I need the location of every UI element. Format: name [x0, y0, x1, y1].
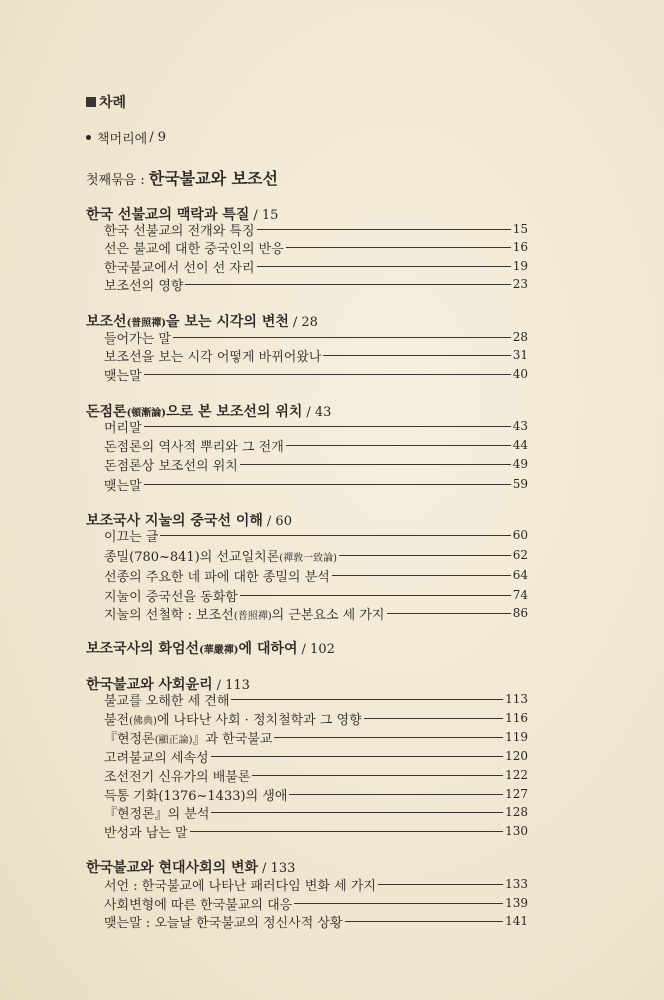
chapter-page: / 60 — [266, 514, 292, 529]
entry-label: 이끄는 글 — [104, 529, 159, 545]
chapter-title-text: 한국불교와 사회윤리 — [86, 677, 213, 693]
entry-page: 15 — [512, 222, 528, 236]
toc-entry — [104, 237, 528, 257]
leader-line — [323, 355, 510, 356]
entry-label: 돈점론상 보조선의 위치 — [104, 458, 238, 474]
toc-entry — [104, 525, 528, 545]
toc-entry — [104, 727, 528, 747]
entry-label-hanja: (禪敎一致論) — [279, 552, 338, 564]
chapter-page: / 28 — [292, 315, 318, 330]
leader-line — [144, 484, 511, 485]
entry-label: 조선전기 신유가의 배불론 — [104, 769, 251, 785]
entry-page: 133 — [505, 877, 528, 891]
entry-page: 122 — [505, 768, 528, 782]
entry-page: 40 — [512, 367, 528, 381]
entry-label-hanja: (普照禪) — [233, 610, 272, 622]
leader-line — [240, 464, 511, 465]
leader-line — [345, 921, 504, 922]
leader-line — [160, 535, 510, 536]
chapter-title-text: 보조선 — [86, 314, 127, 330]
entry-label-text: 지눌의 선철학 : 보조선 — [104, 607, 234, 623]
toc-entry — [104, 364, 528, 384]
entry-page: 49 — [512, 457, 528, 471]
leader-line — [339, 555, 511, 556]
entry-label — [104, 604, 385, 623]
chapter-page: / 43 — [306, 405, 332, 420]
leader-line — [144, 374, 511, 375]
leader-line — [211, 756, 503, 757]
preface-line — [86, 128, 166, 147]
toc-entry — [104, 911, 528, 931]
entry-label-text: 불전 — [104, 712, 130, 728]
entry-label: 불교를 오해한 세 견해 — [104, 693, 230, 709]
entry-page: 116 — [505, 711, 528, 725]
entry-label: 선은 불교에 대한 중국인의 반응 — [104, 241, 284, 257]
entry-label: 사회변형에 따른 한국불교의 대응 — [104, 897, 293, 913]
entry-label: 한국불교에서 선이 선 자리 — [104, 260, 255, 276]
leader-line — [387, 613, 511, 614]
entry-label: 『현정론』의 분석 — [104, 806, 210, 822]
entry-label: 고려불교의 세속성 — [104, 750, 209, 766]
entry-label-text: 종밀(780~841)의 선교일치론 — [104, 549, 280, 565]
toc-entry — [104, 874, 528, 894]
toc-entry — [104, 274, 528, 294]
leader-line — [190, 831, 503, 832]
toc-entry — [104, 416, 528, 436]
entry-page: 141 — [505, 914, 528, 928]
entry-label-text: 『현정론 — [104, 731, 155, 747]
entry-label — [104, 709, 362, 728]
leader-line — [286, 445, 511, 446]
entry-page: 23 — [512, 277, 528, 291]
leader-line — [294, 903, 503, 904]
toc-entry — [104, 545, 528, 565]
leader-line — [274, 737, 503, 738]
chapter-title-text: 으로 본 보조선의 위치 — [166, 404, 303, 420]
entry-label: 머리말 — [104, 420, 142, 436]
toc-entry — [104, 454, 528, 474]
toc-entry — [104, 765, 528, 785]
chapter-title-hanja: (頓漸論) — [126, 408, 167, 419]
toc-entry — [104, 893, 528, 913]
entry-label: 들어가는 말 — [104, 331, 171, 347]
chapter-page: / 113 — [216, 678, 250, 693]
entry-page: 120 — [505, 749, 528, 763]
entry-page: 62 — [512, 548, 528, 562]
preface-title: 책머리에 — [97, 132, 148, 147]
toc-entry — [104, 474, 528, 494]
part-heading — [86, 166, 278, 189]
toc-entry — [104, 603, 528, 623]
entry-page: 44 — [512, 438, 528, 452]
entry-label: 반성과 남는 말 — [104, 825, 188, 841]
entry-label: 맺는말 — [104, 478, 142, 494]
chapter-title-text: 을 보는 시각의 변천 — [166, 314, 289, 330]
toc-entry — [104, 565, 528, 585]
chapter-page: / 102 — [301, 642, 335, 657]
entry-page: 19 — [512, 259, 528, 273]
entry-label: 서언 : 한국불교에 나타난 패러다임 변화 세 가지 — [104, 878, 376, 894]
chapter-title-text: 보조국사의 화엄선 — [86, 641, 200, 657]
entry-page: 60 — [512, 528, 528, 542]
entry-label: 보조선의 영향 — [104, 278, 184, 294]
entry-page: 74 — [512, 588, 528, 602]
entry-label — [104, 546, 337, 565]
chapter-title — [86, 638, 335, 658]
entry-page: 43 — [512, 419, 528, 433]
toc-entry — [104, 256, 528, 276]
entry-label: 지눌이 중국선을 동화함 — [104, 589, 238, 605]
chapter-title-text: 보조국사 지눌의 중국선 이해 — [86, 513, 263, 529]
toc-entry — [104, 585, 528, 605]
entry-label: 보조선을 보는 시각 어떻게 바뀌어왔나 — [104, 349, 322, 365]
entry-label-text: 의 근본요소 세 가지 — [271, 607, 385, 623]
leader-line — [364, 718, 503, 719]
toc-entry — [104, 708, 528, 728]
entry-page: 139 — [505, 896, 528, 910]
leader-line — [378, 884, 503, 885]
entry-label: 선종의 주요한 네 파에 대한 종밀의 분석 — [104, 569, 330, 585]
entry-label: 득통 기화(1376~1433)의 생애 — [104, 788, 288, 804]
toc-entry — [104, 802, 528, 822]
leader-line — [173, 337, 511, 338]
entry-page: 130 — [505, 824, 528, 838]
chapter-title-text: 돈점론 — [86, 404, 127, 420]
leader-line — [257, 266, 511, 267]
toc-entry — [104, 689, 528, 709]
entry-label — [104, 728, 272, 747]
entry-page: 28 — [512, 330, 528, 344]
toc-title: 차례 — [99, 95, 127, 111]
entry-page: 86 — [512, 606, 528, 620]
entry-page: 31 — [512, 348, 528, 362]
square-bullet-icon — [86, 97, 96, 107]
entry-page: 59 — [512, 477, 528, 491]
chapter-title-text: 에 대하여 — [238, 641, 298, 657]
entry-label: 한국 선불교의 전개와 특징 — [104, 223, 255, 239]
entry-page: 128 — [505, 805, 528, 819]
dot-bullet-icon — [86, 135, 91, 140]
chapter-page: / 15 — [253, 208, 279, 223]
entry-page: 113 — [505, 692, 528, 706]
chapter-page: / 133 — [262, 861, 296, 876]
chapter-title-text: 한국불교와 현대사회의 변화 — [86, 860, 259, 876]
entry-label: 맺는말 : 오늘날 한국불교의 정신사적 상황 — [104, 915, 343, 931]
leader-line — [257, 229, 511, 230]
entry-label: 돈점론의 역사적 뿌리와 그 전개 — [104, 439, 284, 455]
entry-page: 127 — [505, 787, 528, 801]
toc-entry — [104, 435, 528, 455]
leader-line — [252, 775, 503, 776]
toc-entry — [104, 327, 528, 347]
chapter-title-hanja: (普照禪) — [126, 318, 167, 329]
entry-page: 64 — [512, 568, 528, 582]
entry-page: 16 — [512, 240, 528, 254]
leader-line — [144, 426, 511, 427]
entry-label-text: 에 나타난 사회 · 정치철학과 그 영향 — [156, 712, 362, 728]
entry-label-hanja: (顯正論) — [154, 734, 193, 746]
leader-line — [332, 575, 511, 576]
toc-entry — [104, 784, 528, 804]
toc-entry — [104, 821, 528, 841]
chapter-title-text: 한국 선불교의 맥락과 특질 — [86, 207, 250, 223]
toc-entry — [104, 219, 528, 239]
part-prefix: 첫째묶음 : — [86, 173, 145, 188]
toc-entry — [104, 345, 528, 365]
leader-line — [231, 699, 503, 700]
preface-page: / 9 — [149, 130, 167, 145]
chapter-title-hanja: (華嚴禪) — [199, 645, 239, 656]
entry-page: 119 — [505, 730, 528, 744]
toc-entry — [104, 746, 528, 766]
leader-line — [240, 595, 511, 596]
leader-line — [286, 247, 511, 248]
toc-heading — [86, 92, 126, 112]
part-title: 한국불교와 보조선 — [148, 169, 278, 188]
leader-line — [211, 812, 503, 813]
leader-line — [289, 794, 503, 795]
entry-label-text: 』과 한국불교 — [192, 731, 273, 747]
entry-label: 맺는말 — [104, 368, 142, 384]
leader-line — [185, 284, 510, 285]
entry-label-hanja: (佛典) — [129, 715, 157, 727]
